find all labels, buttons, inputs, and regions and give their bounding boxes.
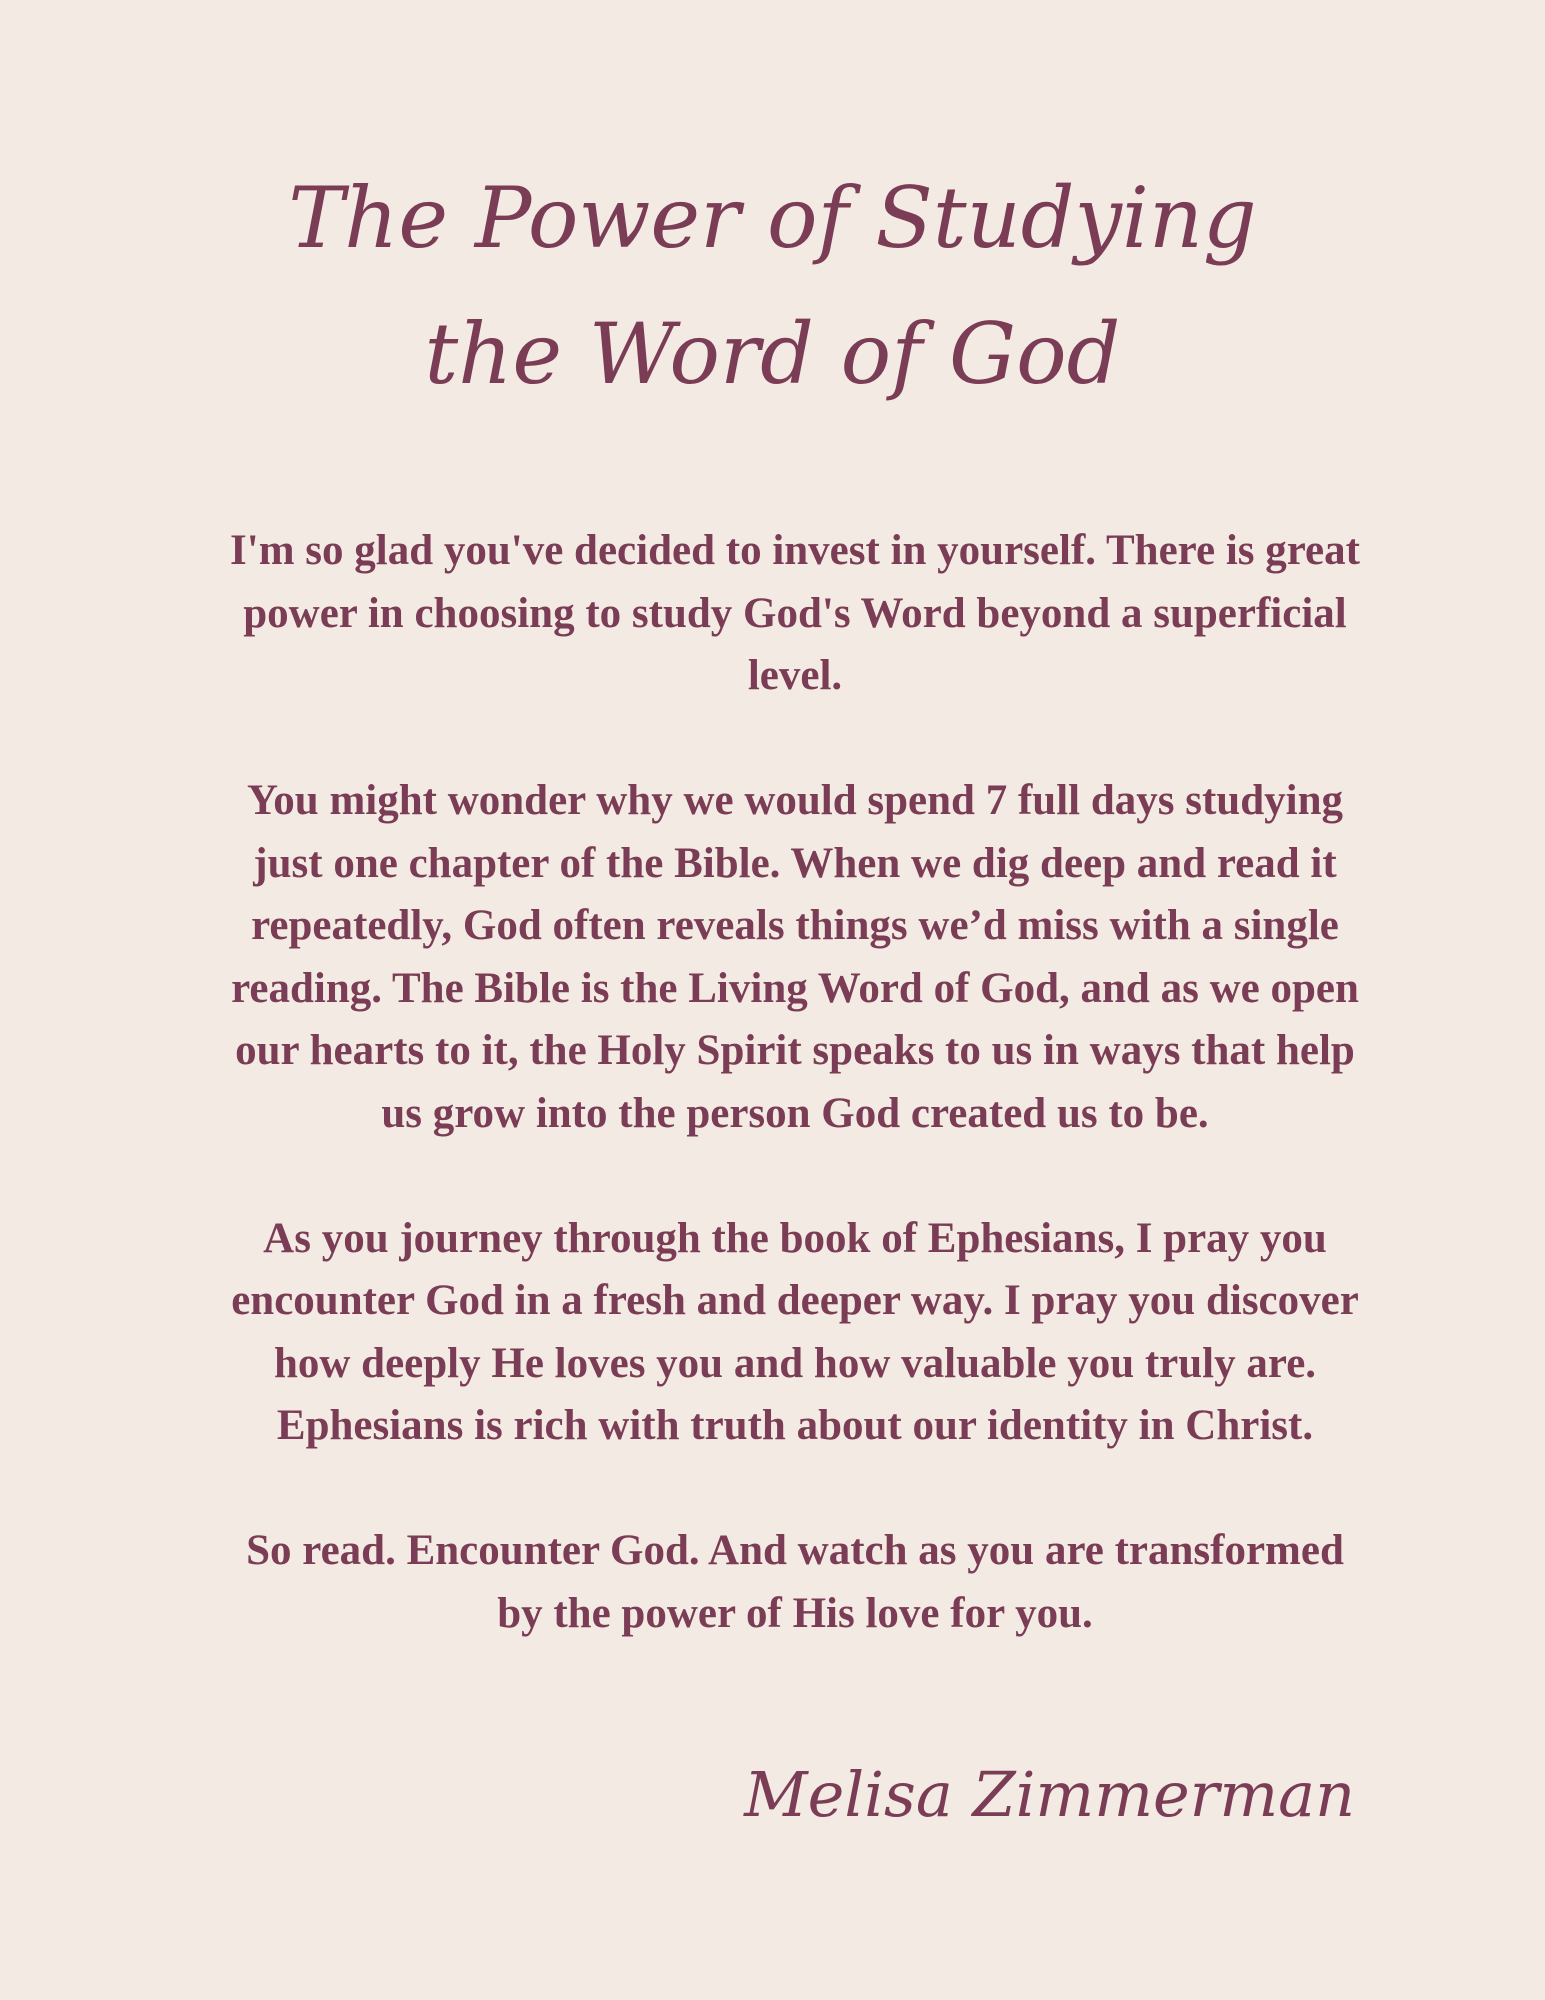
paragraph-intro: I'm so glad you've decided to invest in yourself. There is great power in choosing to study God's Word beyond a superficial level. (230, 527, 1360, 699)
paragraph-closing: So read. Encounter God. And watch as you are transformed by the power of His love for you. (246, 1527, 1344, 1637)
paragraph-why-seven-days: You might wonder why we would spend 7 full days studying just one chapter of the Bible. When we dig deep and read it repeatedly, God often reveals things we’d miss with a single reading. The Bible is the Living Word of God, and as we open our hearts to it, the Holy Spirit speaks to us in ways that help us grow into the person God created us to be. (231, 777, 1359, 1137)
page-title (0, 150, 1545, 422)
title-line-2: the Word of God (424, 305, 1121, 403)
title-line-1: The Power of Studying (288, 169, 1257, 267)
signature: Melisa Zimmerman (744, 1758, 1355, 1831)
paragraph-ephesians-prayer: As you journey through the book of Ephesians, I pray you encounter God in a fresh and deeper way. I pray you discover how deeply He loves you and how valuable you truly are. Ephesians is rich with truth about our identity in Christ. (231, 1214, 1359, 1449)
letter-body (230, 520, 1360, 1708)
